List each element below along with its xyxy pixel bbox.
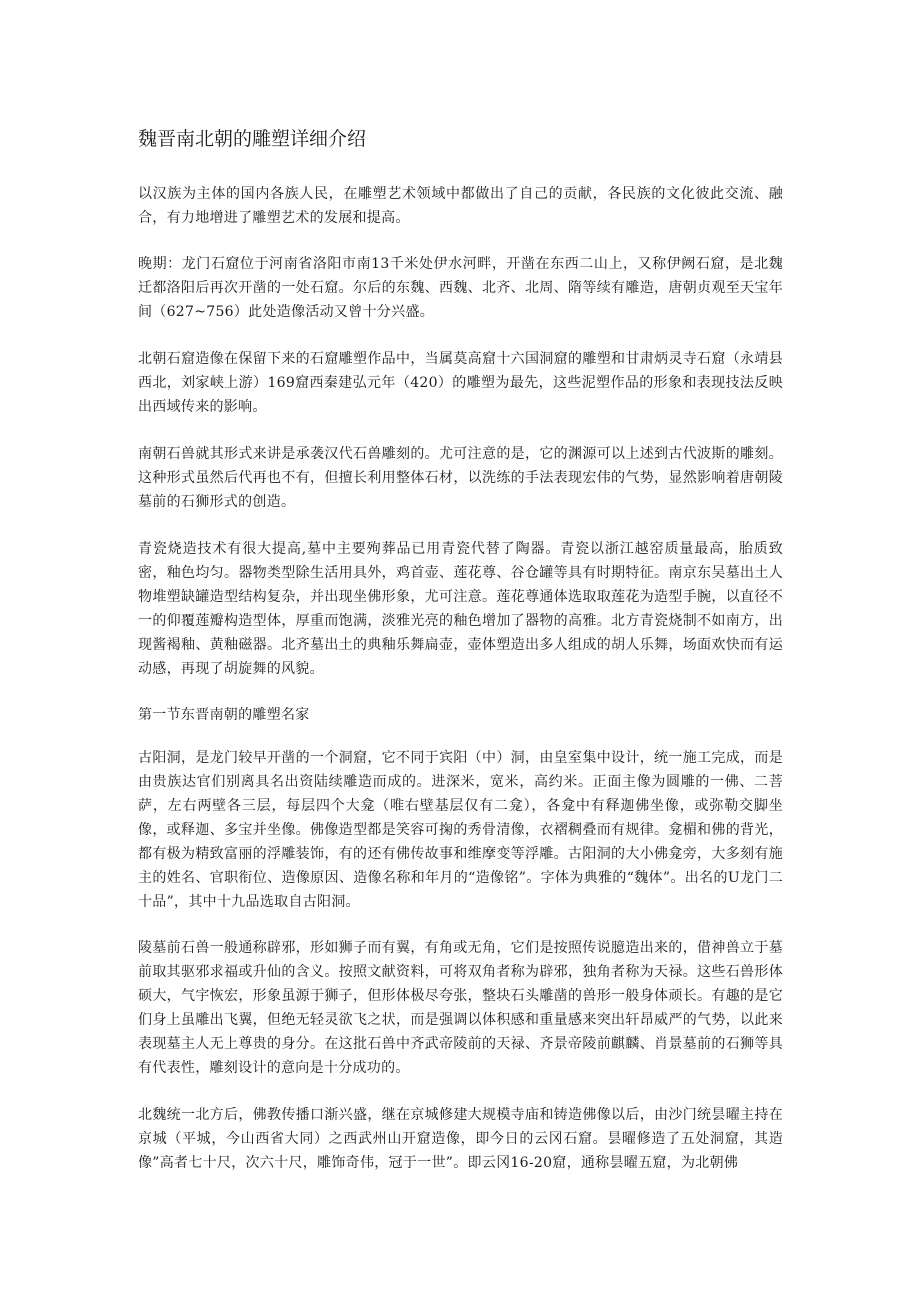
paragraph-southern-beasts: 南朝石兽就其形式来讲是承袭汉代石兽雕刻的。尤可注意的是，它的渊源可以上述到古代波斯的雕刻。这种形式虽然后代再也不有，但擅长利用整体石材，以洗练的手法表现宏伟的气势，显然影响着唐朝陵墓前的石狮形式的创造。: [138, 446, 783, 510]
paragraph-longmen: 晚期：龙门石窟位于河南省洛阳市南13千米处伊水河畔，开凿在东西二山上，又称伊阙石窟，是北魏迁都洛阳后再次开凿的一处石窟。尔后的东魏、西魏、北齐、北周、隋等续有雕造，唐朝贞观至天宝年间（627~756）此处造像活动又曾十分兴盛。: [138, 256, 783, 320]
paragraph-yungang: 北魏统一北方后，佛教传播口渐兴盛，继在京城修建大规模寺庙和铸造佛像以后，由沙门统昙曜主持在京城（平城，今山西省大同）之西武州山开窟造像，即今日的云冈石窟。昙曜修造了五处洞窟，其造像”高者七十尺，次六十尺，雕饰奇伟，冠于一世”。即云冈16-20窟，通称昙曜五窟，为北朝佛: [138, 1107, 783, 1171]
section-heading: 第一节东晋南朝的雕塑名家: [138, 707, 310, 723]
paragraph-guyang-cave: 古阳洞，是龙门较早开凿的一个洞窟，它不同于宾阳（中）洞，由皇室集中设计，统一施工完成，而是由贵族达官们别离具名出资陆续雕造而成的。进深米，宽米，高约米。正面主像为圆雕的一佛、二菩萨，左右两壁各三层，每层四个大龛（唯右壁基层仅有二龛），各龛中有释迦佛坐像，或弥勒交脚坐像，或释迦、多宝并坐像。佛像造型都是笑容可掬的秀骨清像，衣褶稠叠而有规律。龛楣和佛的背光，都有极为精致富丽的浮雕装饰，有的还有佛传故事和维摩变等浮雕。古阳洞的大小佛龛旁，大多刻有施主的姓名、官职衔位、造像原因、造像名称和年月的“造像铭”。字体为典雅的“魏体”。出名的U龙门二十品”，其中十九品选取自古阳洞。: [138, 750, 783, 910]
paragraph-northern-grottoes: 北朝石窟造像在保留下来的石窟雕塑作品中，当属莫高窟十六国洞窟的雕塑和甘肃炳灵寺石窟（永靖县西北，刘家峡上游）169窟西秦建弘元年（420）的雕塑为最先，这些泥塑作品的形象和表现技法反映出西域传来的影响。: [138, 351, 783, 415]
paragraph-intro: 以汉族为主体的国内各族人民，在雕塑艺术领域中都做出了自己的贡献，各民族的文化彼此交流、融合，有力地增进了雕塑艺术的发展和提高。: [138, 186, 783, 226]
document-title: 魏晋南北朝的雕塑详细介绍: [138, 128, 367, 150]
paragraph-celadon: 青瓷烧造技术有很大提高,墓中主要殉葬品已用青瓷代替了陶器。青瓷以浙江越窑质量最高，胎质致密，釉色均匀。器物类型除生活用具外，鸡首壶、莲花尊、谷仓罐等具有时期特征。南京东吴墓出土人物堆塑缺罐造型结构复杂，并出现坐佛形象，尤可注意。莲花尊通体选取取莲花为造型手腕，以直径不一的仰覆莲瓣构造型体，厚重而饱满，淡雅光亮的釉色增加了器物的高雅。北方青瓷烧制不如南方，出现酱褐釉、黄釉磁器。北齐墓出土的典釉乐舞扁壶，壶体塑造出多人组成的胡人乐舞，场面欢快而有运动感，再现了胡旋舞的风貌。: [138, 541, 783, 677]
paragraph-tomb-beasts: 陵墓前石兽一般通称辟邪，形如狮子而有翼，有角或无角，它们是按照传说臆造出来的，借神兽立于墓前取其驱邪求福或升仙的含义。按照文献资料，可将双角者称为辟邪，独角者称为天禄。这些石兽形体硕大，气宇恢宏，形象虽源于狮子，但形体极尽夸张，整块石头雕凿的兽形一般身体顽长。有趣的是它们身上虽雕出飞翼，但绝无轻灵欲飞之状，而是强调以体积感和重量感来突出轩昂威严的气势，以此来表现墓主人无上尊贵的身分。在这批石兽中齐武帝陵前的天禄、齐景帝陵前麒麟、肖景墓前的石狮等具有代表性，雕刻设计的意向是十分成功的。: [138, 940, 783, 1076]
